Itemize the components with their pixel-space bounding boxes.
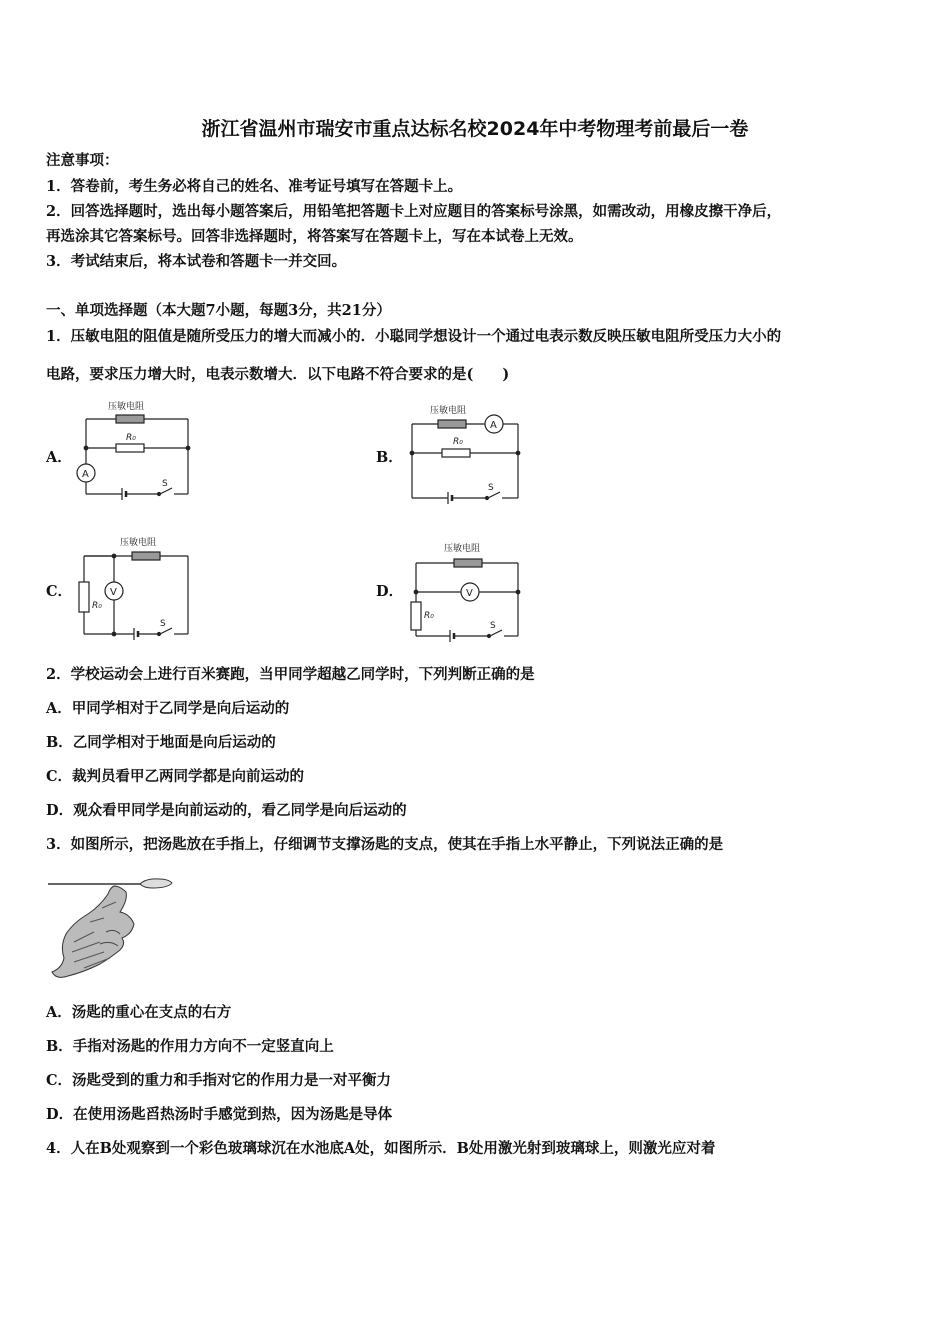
circuit-b-ammeter-label: A — [490, 420, 497, 431]
spoon-bowl — [140, 879, 172, 888]
q3-option-d: D．在使用汤匙舀热汤时手感觉到热，因为汤匙是导体 — [46, 1106, 393, 1123]
circuit-c-sensor-label: 压敏电阻 — [120, 538, 157, 548]
q1-option-a-label: A． — [46, 449, 72, 466]
q3-option-a: A．汤匙的重心在支点的右方 — [46, 1004, 232, 1021]
q1-option-c-label: C． — [46, 583, 73, 600]
circuit-d-r0-resistor — [411, 602, 421, 630]
q1-stem-line2: 电路，要求压力增大时，电表示数增大．以下电路不符合要求的是( ) — [46, 366, 510, 383]
q1-circuit-c — [70, 532, 200, 644]
q1-option-b-label: B． — [376, 449, 403, 466]
circuit-c-voltmeter-label: V — [110, 587, 117, 598]
q1-stem-line1: 1．压敏电阻的阻值是随所受压力的增大而减小的．小聪同学想设计一个通过电表示数反映压敏电阻所受压力大小的 — [46, 328, 782, 345]
q4-stem: 4．人在B处观察到一个彩色玻璃球沉在水池底A处，如图所示．B处用激光射到玻璃球上，则激光应对着 — [46, 1140, 716, 1157]
circuit-d-sensor-resistor — [454, 559, 482, 567]
q1-circuit-b — [400, 396, 530, 508]
notice-item-1: 1．答卷前，考生务必将自己的姓名、准考证号填写在答题卡上。 — [46, 178, 463, 195]
circuit-d-switch-label: S — [490, 621, 496, 631]
circuit-a-switch-label: S — [162, 479, 168, 489]
circuit-a-r0-label: R₀ — [126, 433, 136, 443]
circuit-b-sensor-label: 压敏电阻 — [430, 406, 467, 416]
notice-item-2: 2．回答选择题时，选出每小题答案后，用铅笔把答题卡上对应题目的答案标号涂黑，如需改动，用橡皮擦干净后， — [46, 203, 782, 220]
circuit-c-r0-resistor — [79, 582, 89, 612]
circuit-b-sensor-resistor — [438, 420, 466, 428]
circuit-d-sensor-label: 压敏电阻 — [444, 544, 481, 554]
q1-circuit-a — [70, 396, 200, 508]
q1-circuit-d — [400, 532, 530, 644]
q2-option-c: C．裁判员看甲乙两同学都是向前运动的 — [46, 768, 305, 785]
section-heading: 一、单项选择题（本大题7小题，每题3分，共21分） — [46, 302, 391, 319]
circuit-a-sensor-label: 压敏电阻 — [108, 402, 145, 412]
page-title: 浙江省温州市瑞安市重点达标名校2024年中考物理考前最后一卷 — [201, 118, 749, 140]
circuit-a-r0-resistor — [116, 444, 144, 452]
circuit-a-sensor-resistor — [116, 415, 144, 423]
q3-spoon-hand-figure — [44, 872, 184, 984]
circuit-b-switch-label: S — [488, 483, 494, 493]
circuit-a-ammeter-label: A — [82, 469, 89, 480]
q2-option-d: D．观众看甲同学是向前运动的，看乙同学是向后运动的 — [46, 802, 407, 819]
notice-item-2-cont: 再选涂其它答案标号。回答非选择题时，将答案写在答题卡上，写在本试卷上无效。 — [46, 228, 583, 245]
circuit-c-switch-label: S — [160, 619, 166, 629]
circuit-b-r0-label: R₀ — [453, 437, 463, 447]
circuit-c-r0-label: R₀ — [92, 601, 102, 611]
circuit-d-voltmeter-label: V — [466, 588, 473, 599]
circuit-c-sensor-resistor — [132, 552, 160, 560]
q3-option-b: B．手指对汤匙的作用力方向不一定竖直向上 — [46, 1038, 334, 1055]
q1-option-d-label: D． — [376, 583, 404, 600]
hand-shape — [52, 886, 134, 977]
circuit-b-r0-resistor — [442, 449, 470, 457]
q2-stem: 2．学校运动会上进行百米赛跑，当甲同学超越乙同学时，下列判断正确的是 — [46, 666, 535, 683]
circuit-d-r0-label: R₀ — [424, 611, 434, 621]
q2-option-a: A．甲同学相对于乙同学是向后运动的 — [46, 700, 290, 717]
notice-heading: 注意事项： — [46, 152, 119, 169]
q3-stem: 3．如图所示，把汤匙放在手指上，仔细调节支撑汤匙的支点，使其在手指上水平静止，下列说法正确的是 — [46, 836, 724, 853]
notice-item-3: 3．考试结束后，将本试卷和答题卡一并交回。 — [46, 253, 347, 270]
q3-option-c: C．汤匙受到的重力和手指对它的作用力是一对平衡力 — [46, 1072, 392, 1089]
q2-option-b: B．乙同学相对于地面是向后运动的 — [46, 734, 276, 751]
